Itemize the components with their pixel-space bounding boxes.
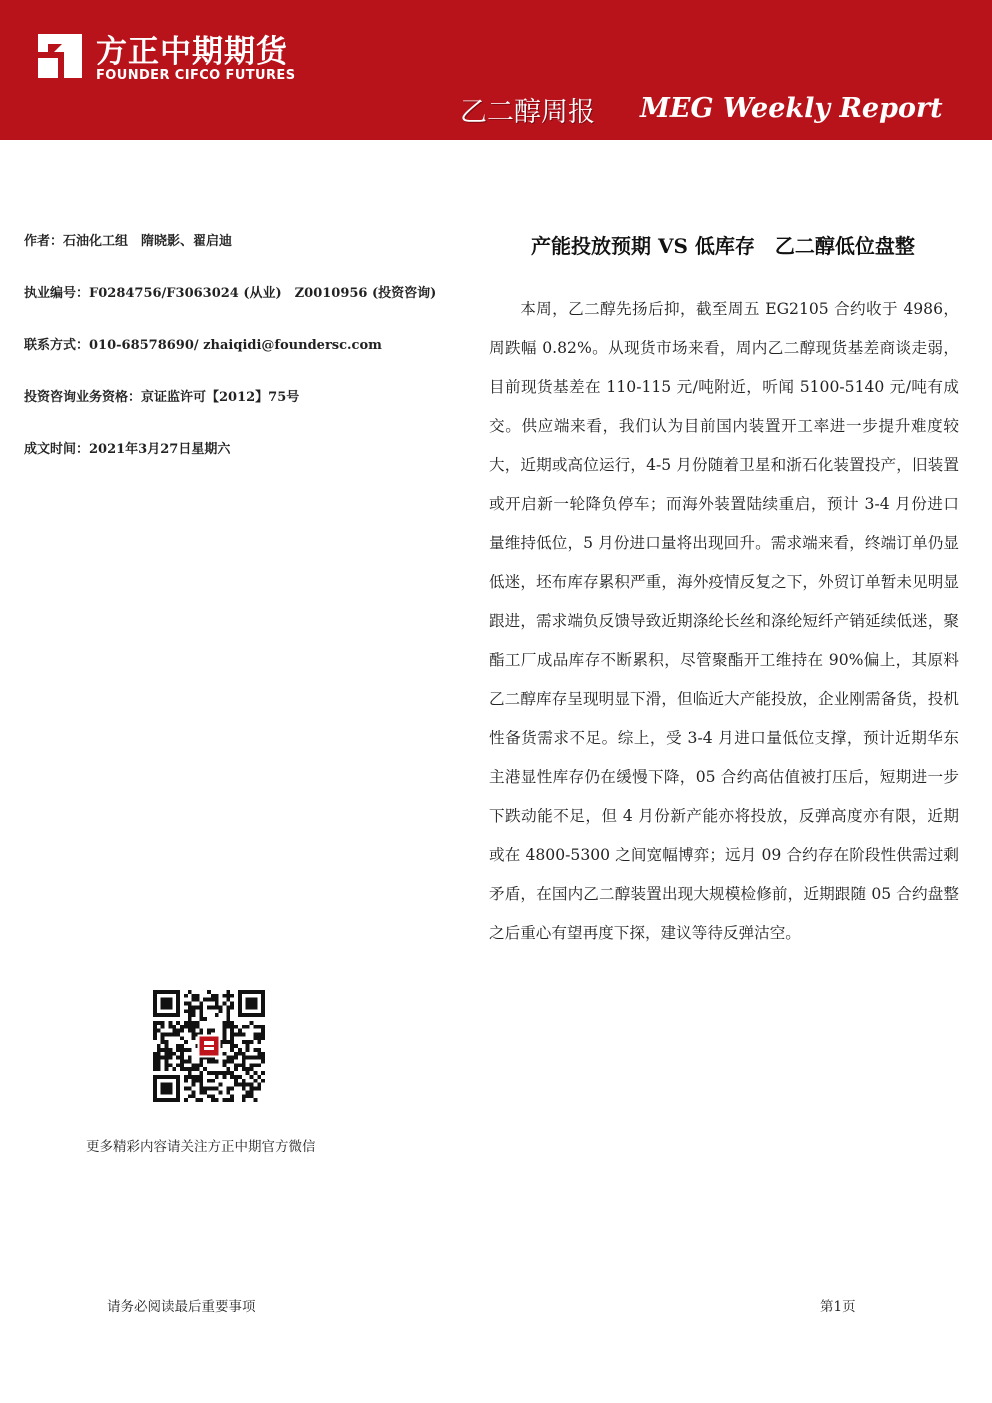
company-name-cn: 方正中期期货	[96, 34, 288, 70]
report-header	[0, 0, 992, 140]
company-name-en: FOUNDER CIFCO FUTURES	[96, 68, 296, 83]
footer-notice: 请务必阅读最后重要事项	[107, 1299, 256, 1315]
qualification-line: 投资咨询业务资格：京证监许可【2012】75号	[24, 390, 300, 405]
license-line: 执业编号：F0284756/F3063024 (从业) Z0010956 (投资咨询)	[24, 286, 437, 301]
article-paragraph: 本周，乙二醇先扬后抑，截至周五 EG2105 合约收于 4986，周跌幅 0.82%。从现货市场来看，周内乙二醇现货基差商谈走弱，目前现货基差在 110-115 元/吨附近，听闻 5100-5140 元/吨有成交。供应端来看，我们认为目前国内装置开工率进一步提升难度较大，近期或高位运行，4-5 月份随着卫星和浙石化装置投产，旧装置或开启新一轮降负停车；而海外装置陆续重启，预计 3-4 月份进口量维持低位，5 月份进口量将出现回升。需求端来看，终端订单仍显低迷，坯布库存累积严重，海外疫情反复之下，外贸订单暂未见明显跟进，需求端负反馈导致近期涤纶长丝和涤纶短纤产销延续低迷，聚酯工厂成品库存不断累积，尽管聚酯开工维持在 90%偏上，其原料乙二醇库存呈现明显下滑，但临近大产能投放，企业刚需备货，投机性备货需求不足。综上，受 3-4 月进口量低位支撑，预计近期华东主港显性库存仍在缓慢下降，05 合约高估值被打压后，短期进一步下跌动能不足，但 4 月份新产能亦将投放，反弹高度亦有限，近期或在 4800-5300 之间宽幅博弈；远月 09 合约存在阶段性供需过剩矛盾，在国内乙二醇装置出现大规模检修前，近期跟随 05 合约盘整之后重心有望再度下探，建议等待反弹沽空。	[489, 300, 959, 942]
wechat-qr-code-icon	[153, 990, 265, 1102]
report-title-cn: 乙二醇周报	[460, 97, 595, 128]
date-line: 成文时间：2021年3月27日星期六	[24, 442, 231, 457]
qr-caption: 更多精彩内容请关注方正中期官方微信	[86, 1139, 316, 1155]
contact-line: 联系方式：010-68578690/ zhaiqidi@foundersc.com	[24, 338, 382, 353]
report-title-en: MEG Weekly Report	[640, 93, 943, 124]
article-title: 产能投放预期 VS 低库存 乙二醇低位盘整	[531, 234, 915, 258]
page-number: 第1页	[820, 1299, 856, 1315]
author-line: 作者：石油化工组 隋晓影、翟启迪	[24, 234, 233, 249]
article-body	[489, 290, 959, 953]
founder-logo-icon	[34, 30, 86, 82]
